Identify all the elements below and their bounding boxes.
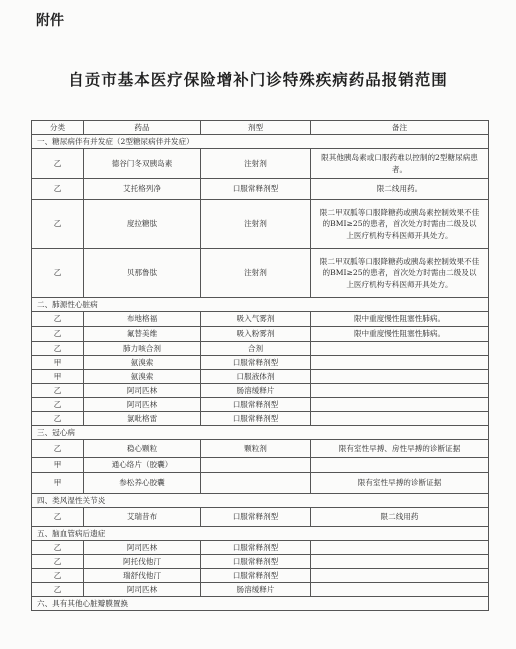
category-cell: 甲 <box>32 473 84 494</box>
section-heading-row <box>32 494 489 508</box>
table-row <box>32 384 489 398</box>
note-cell: 限其他胰岛素或口服药难以控制的2型糖尿病患者。 <box>311 149 489 179</box>
document-title: 自贡市基本医疗保险增补门诊特殊疾病药品报销范围 <box>68 70 448 89</box>
note-cell <box>311 342 489 356</box>
table-row <box>32 370 489 384</box>
note-cell: 限中重度慢性阻塞性肺病。 <box>311 327 489 342</box>
category-cell: 乙 <box>32 327 84 342</box>
form-cell: 吸入粉雾剂 <box>201 327 311 342</box>
note-cell: 限二甲双胍等口服降糖药或胰岛素控制效果不佳的BMI≥25的患者，首次处方时需由二级及以上医疗机构专科医师开具处方。 <box>311 200 489 249</box>
section-heading-row <box>32 527 489 541</box>
category-cell: 乙 <box>32 412 84 426</box>
note-cell <box>311 384 489 398</box>
attachment-label: 附件 <box>36 13 64 29</box>
drug-cell: 稳心颗粒 <box>84 440 201 458</box>
note-cell <box>311 398 489 412</box>
form-cell: 吸入气雾剂 <box>201 312 311 327</box>
category-cell: 甲 <box>32 370 84 384</box>
form-cell: 口服常释剂型 <box>201 555 311 569</box>
drug-cell: 阿司匹林 <box>84 583 201 597</box>
section-heading: 二、肺源性心脏病 <box>32 298 489 312</box>
drug-cell: 阿托伐他汀 <box>84 555 201 569</box>
table-row <box>32 541 489 555</box>
note-cell <box>311 412 489 426</box>
drug-cell: 阿司匹林 <box>84 398 201 412</box>
table-row <box>32 458 489 473</box>
category-cell: 乙 <box>32 149 84 179</box>
drug-cell: 布地格福 <box>84 312 201 327</box>
section-heading-row <box>32 597 489 611</box>
category-cell: 乙 <box>32 179 84 200</box>
table-header-row <box>32 121 489 135</box>
note-cell <box>311 356 489 370</box>
form-cell: 颗粒剂 <box>201 440 311 458</box>
section-heading-row <box>32 298 489 312</box>
drug-cell: 氨溴索 <box>84 370 201 384</box>
drug-reimbursement-table <box>31 120 489 611</box>
table-row <box>32 583 489 597</box>
category-cell: 甲 <box>32 356 84 370</box>
note-cell: 限二线用药 <box>311 508 489 527</box>
table-row <box>32 149 489 179</box>
form-cell <box>201 473 311 494</box>
drug-cell: 阿司匹林 <box>84 384 201 398</box>
category-cell: 乙 <box>32 384 84 398</box>
category-cell: 乙 <box>32 312 84 327</box>
table-row <box>32 312 489 327</box>
category-cell: 乙 <box>32 440 84 458</box>
form-cell: 注射剂 <box>201 149 311 179</box>
drug-cell: 度拉糖肽 <box>84 200 201 249</box>
note-cell <box>311 370 489 384</box>
section-heading-row <box>32 426 489 440</box>
drug-cell: 德谷门冬双胰岛素 <box>84 149 201 179</box>
form-cell: 口服常释剂型 <box>201 179 311 200</box>
table-row <box>32 356 489 370</box>
table-row <box>32 412 489 426</box>
form-cell: 合剂 <box>201 342 311 356</box>
form-cell: 注射剂 <box>201 249 311 298</box>
drug-cell: 艾托格列净 <box>84 179 201 200</box>
drug-cell: 参松养心胶囊 <box>84 473 201 494</box>
drug-cell: 艾瑞昔布 <box>84 508 201 527</box>
category-cell: 乙 <box>32 541 84 555</box>
drug-cell: 氟替美维 <box>84 327 201 342</box>
note-cell <box>311 583 489 597</box>
header-category: 分类 <box>32 121 84 135</box>
category-cell: 乙 <box>32 249 84 298</box>
category-cell: 乙 <box>32 569 84 583</box>
note-cell <box>311 555 489 569</box>
form-cell: 口服液体剂 <box>201 370 311 384</box>
category-cell: 乙 <box>32 583 84 597</box>
drug-cell: 肺力咳合剂 <box>84 342 201 356</box>
form-cell: 口服常释剂型 <box>201 541 311 555</box>
form-cell: 肠溶缓释片 <box>201 583 311 597</box>
table-row <box>32 440 489 458</box>
category-cell: 乙 <box>32 398 84 412</box>
drug-cell: 氨溴索 <box>84 356 201 370</box>
header-remarks: 备注 <box>311 121 489 135</box>
drug-cell: 瑞舒伐他汀 <box>84 569 201 583</box>
drug-cell: 阿司匹林 <box>84 541 201 555</box>
category-cell: 乙 <box>32 555 84 569</box>
section-heading: 五、脑血管病后遗症 <box>32 527 489 541</box>
note-cell: 限二线用药。 <box>311 179 489 200</box>
table-row <box>32 569 489 583</box>
form-cell: 肠溶缓释片 <box>201 384 311 398</box>
table-row <box>32 555 489 569</box>
table-row <box>32 473 489 494</box>
note-cell <box>311 541 489 555</box>
form-cell: 注射剂 <box>201 200 311 249</box>
table-row <box>32 508 489 527</box>
form-cell: 口服常释剂型 <box>201 398 311 412</box>
table-row <box>32 327 489 342</box>
form-cell <box>201 458 311 473</box>
note-cell: 限有室性早搏的诊断证据 <box>311 473 489 494</box>
table-row <box>32 200 489 249</box>
category-cell: 甲 <box>32 458 84 473</box>
section-heading: 一、糖尿病伴有并发症（2型糖尿病伴并发症） <box>32 135 489 149</box>
note-cell: 限中重度慢性阻塞性肺病。 <box>311 312 489 327</box>
note-cell <box>311 458 489 473</box>
note-cell: 限二甲双胍等口服降糖药或胰岛素控制效果不佳的BMI≥25的患者，首次处方时需由二级及以上医疗机构专科医师开具处方。 <box>311 249 489 298</box>
table-row <box>32 398 489 412</box>
drug-cell: 贝那鲁肽 <box>84 249 201 298</box>
drug-cell: 氯吡格雷 <box>84 412 201 426</box>
form-cell: 口服常释剂型 <box>201 356 311 370</box>
note-cell: 限有室性早搏、房性早搏的诊断证据 <box>311 440 489 458</box>
form-cell: 口服常释剂型 <box>201 412 311 426</box>
section-heading-row <box>32 135 489 149</box>
section-heading: 六、具有其他心脏瓣膜置换 <box>32 597 489 611</box>
form-cell: 口服常释剂型 <box>201 508 311 527</box>
form-cell: 口服常释剂型 <box>201 569 311 583</box>
section-heading: 三、冠心病 <box>32 426 489 440</box>
category-cell: 乙 <box>32 200 84 249</box>
table-row <box>32 179 489 200</box>
table-row <box>32 342 489 356</box>
header-drug: 药品 <box>84 121 201 135</box>
header-dosage-form: 剂型 <box>201 121 311 135</box>
table-row <box>32 249 489 298</box>
drug-cell: 通心络片（胶囊） <box>84 458 201 473</box>
note-cell <box>311 569 489 583</box>
category-cell: 乙 <box>32 508 84 527</box>
category-cell: 乙 <box>32 342 84 356</box>
section-heading: 四、类风湿性关节炎 <box>32 494 489 508</box>
